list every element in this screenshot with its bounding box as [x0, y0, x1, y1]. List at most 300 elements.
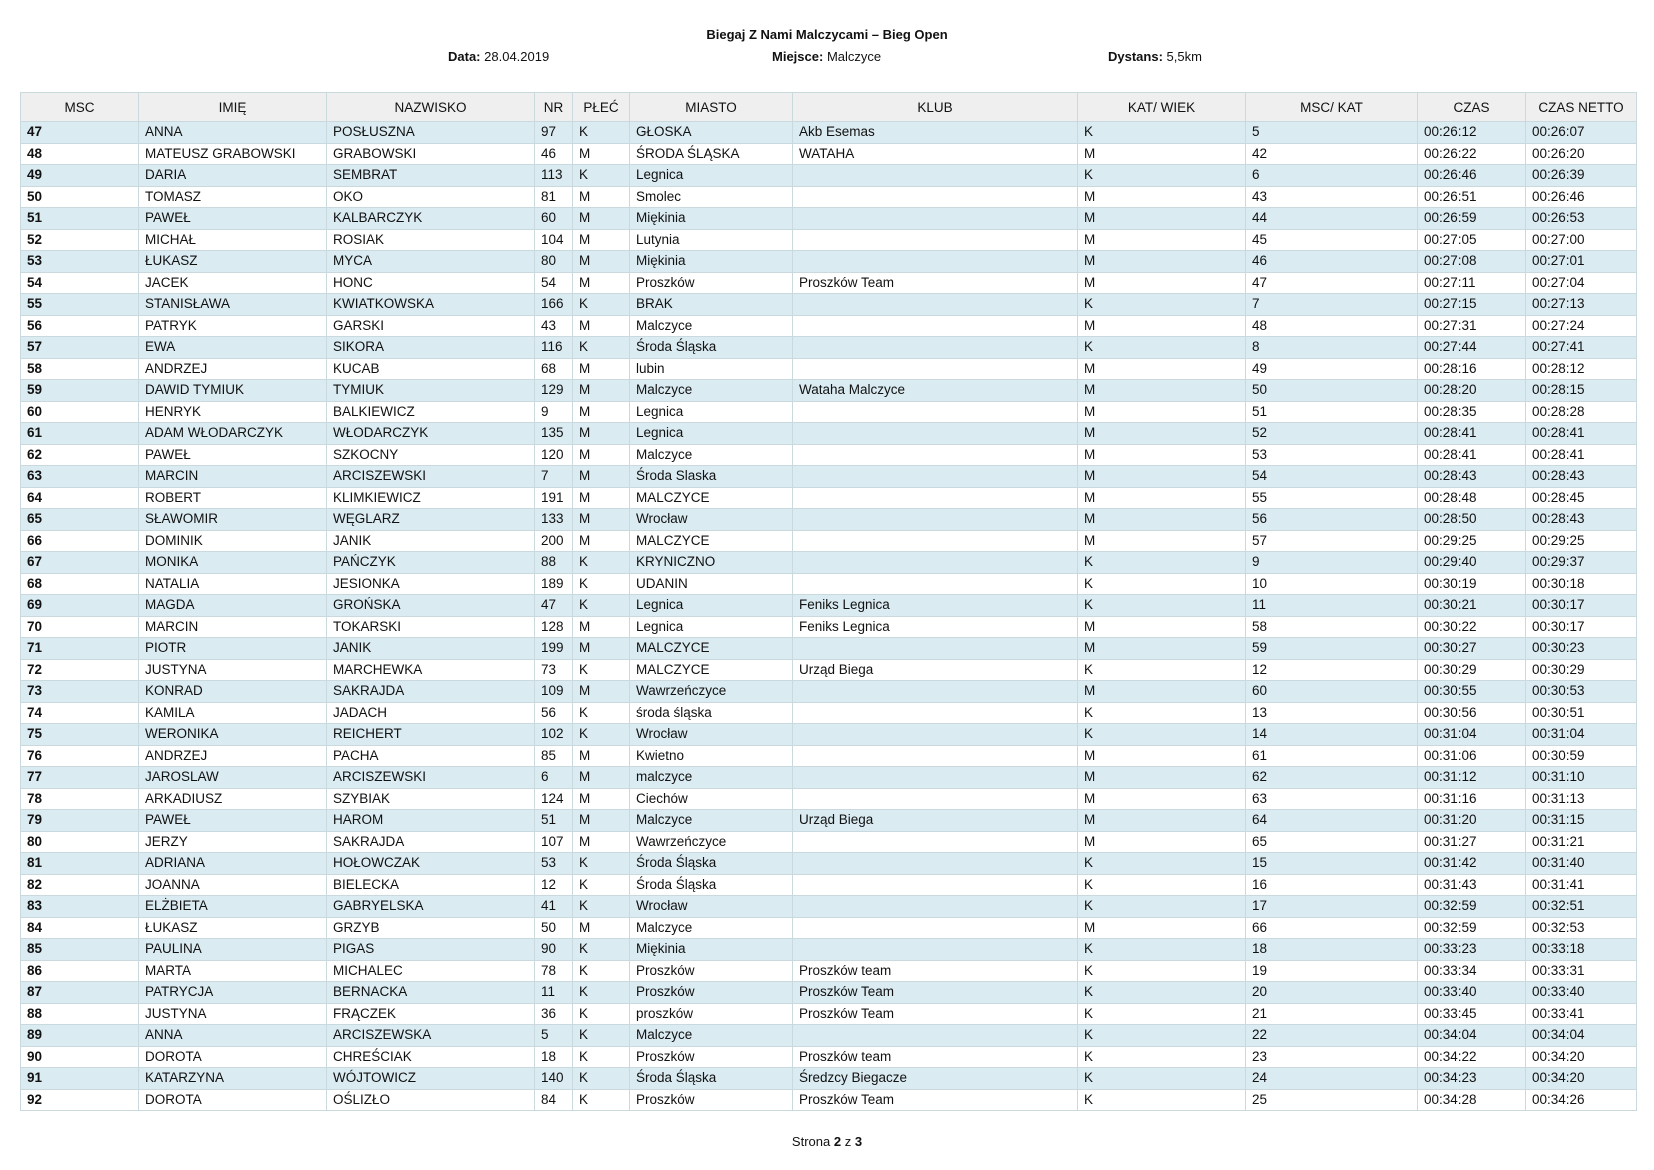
- last-name-cell: JESIONKA: [327, 573, 535, 595]
- place-cell: 88: [21, 1003, 139, 1025]
- bib-number-cell: 120: [535, 444, 573, 466]
- net-time-cell: 00:26:07: [1526, 122, 1637, 144]
- city-cell: Malczyce: [630, 380, 793, 402]
- city-cell: MALCZYCE: [630, 530, 793, 552]
- club-cell: [793, 1025, 1078, 1047]
- table-row: [21, 595, 1637, 617]
- gender-cell: K: [573, 122, 630, 144]
- first-name-cell: EWA: [139, 337, 327, 359]
- city-cell: Proszków: [630, 960, 793, 982]
- time-cell: 00:31:04: [1418, 724, 1526, 746]
- club-cell: Proszków Team: [793, 1089, 1078, 1111]
- column-header: MIASTO: [630, 93, 793, 122]
- category-place-cell: 24: [1246, 1068, 1418, 1090]
- place-cell: 63: [21, 466, 139, 488]
- city-cell: Wrocław: [630, 509, 793, 531]
- place-cell: 51: [21, 208, 139, 230]
- bib-number-cell: 47: [535, 595, 573, 617]
- time-cell: 00:30:19: [1418, 573, 1526, 595]
- last-name-cell: SIKORA: [327, 337, 535, 359]
- net-time-cell: 00:26:53: [1526, 208, 1637, 230]
- bib-number-cell: 97: [535, 122, 573, 144]
- first-name-cell: ADAM WŁODARCZYK: [139, 423, 327, 445]
- time-cell: 00:28:20: [1418, 380, 1526, 402]
- place-cell: 48: [21, 143, 139, 165]
- place-cell: 70: [21, 616, 139, 638]
- net-time-cell: 00:33:18: [1526, 939, 1637, 961]
- net-time-cell: 00:33:31: [1526, 960, 1637, 982]
- net-time-cell: 00:31:21: [1526, 831, 1637, 853]
- net-time-cell: 00:31:13: [1526, 788, 1637, 810]
- net-time-cell: 00:27:00: [1526, 229, 1637, 251]
- net-time-cell: 00:30:59: [1526, 745, 1637, 767]
- bib-number-cell: 78: [535, 960, 573, 982]
- first-name-cell: PATRYK: [139, 315, 327, 337]
- gender-cell: K: [573, 702, 630, 724]
- first-name-cell: ROBERT: [139, 487, 327, 509]
- date-value: 28.04.2019: [484, 49, 550, 64]
- category-cell: K: [1078, 337, 1246, 359]
- gender-cell: K: [573, 939, 630, 961]
- bib-number-cell: 85: [535, 745, 573, 767]
- race-distance: [1108, 49, 1202, 64]
- city-cell: Miękinia: [630, 208, 793, 230]
- bib-number-cell: 81: [535, 186, 573, 208]
- time-cell: 00:34:22: [1418, 1046, 1526, 1068]
- net-time-cell: 00:28:41: [1526, 444, 1637, 466]
- first-name-cell: DARIA: [139, 165, 327, 187]
- bib-number-cell: 53: [535, 853, 573, 875]
- gender-cell: M: [573, 788, 630, 810]
- category-place-cell: 8: [1246, 337, 1418, 359]
- net-time-cell: 00:30:23: [1526, 638, 1637, 660]
- first-name-cell: KAMILA: [139, 702, 327, 724]
- net-time-cell: 00:31:41: [1526, 874, 1637, 896]
- last-name-cell: CHREŚCIAK: [327, 1046, 535, 1068]
- time-cell: 00:28:41: [1418, 444, 1526, 466]
- gender-cell: M: [573, 208, 630, 230]
- category-place-cell: 23: [1246, 1046, 1418, 1068]
- category-place-cell: 25: [1246, 1089, 1418, 1111]
- club-cell: [793, 573, 1078, 595]
- time-cell: 00:34:23: [1418, 1068, 1526, 1090]
- city-cell: Miękinia: [630, 939, 793, 961]
- last-name-cell: REICHERT: [327, 724, 535, 746]
- category-place-cell: 47: [1246, 272, 1418, 294]
- net-time-cell: 00:33:40: [1526, 982, 1637, 1004]
- bib-number-cell: 12: [535, 874, 573, 896]
- first-name-cell: ANNA: [139, 122, 327, 144]
- bib-number-cell: 51: [535, 810, 573, 832]
- last-name-cell: ARCISZEWSKA: [327, 1025, 535, 1047]
- category-place-cell: 16: [1246, 874, 1418, 896]
- category-cell: K: [1078, 1003, 1246, 1025]
- table-row: [21, 315, 1637, 337]
- gender-cell: K: [573, 1046, 630, 1068]
- table-row: [21, 530, 1637, 552]
- category-cell: K: [1078, 1089, 1246, 1111]
- club-cell: [793, 466, 1078, 488]
- first-name-cell: DOROTA: [139, 1089, 327, 1111]
- club-cell: Urząd Biega: [793, 810, 1078, 832]
- club-cell: [793, 831, 1078, 853]
- bib-number-cell: 60: [535, 208, 573, 230]
- first-name-cell: JERZY: [139, 831, 327, 853]
- city-cell: MALCZYCE: [630, 487, 793, 509]
- first-name-cell: JUSTYNA: [139, 659, 327, 681]
- city-cell: Proszków: [630, 272, 793, 294]
- first-name-cell: MICHAŁ: [139, 229, 327, 251]
- table-row: [21, 874, 1637, 896]
- table-row: [21, 1089, 1637, 1111]
- club-cell: [793, 229, 1078, 251]
- net-time-cell: 00:30:17: [1526, 616, 1637, 638]
- time-cell: 00:31:43: [1418, 874, 1526, 896]
- place-cell: 74: [21, 702, 139, 724]
- club-cell: Proszków Team: [793, 1003, 1078, 1025]
- gender-cell: M: [573, 530, 630, 552]
- first-name-cell: JUSTYNA: [139, 1003, 327, 1025]
- net-time-cell: 00:27:41: [1526, 337, 1637, 359]
- category-place-cell: 58: [1246, 616, 1418, 638]
- bib-number-cell: 135: [535, 423, 573, 445]
- last-name-cell: WÓJTOWICZ: [327, 1068, 535, 1090]
- gender-cell: M: [573, 380, 630, 402]
- category-cell: M: [1078, 745, 1246, 767]
- city-cell: Środa Śląska: [630, 337, 793, 359]
- gender-cell: K: [573, 552, 630, 574]
- last-name-cell: SAKRAJDA: [327, 831, 535, 853]
- table-row: [21, 573, 1637, 595]
- city-cell: Miękinia: [630, 251, 793, 273]
- place-cell: 52: [21, 229, 139, 251]
- bib-number-cell: 200: [535, 530, 573, 552]
- category-place-cell: 51: [1246, 401, 1418, 423]
- category-place-cell: 57: [1246, 530, 1418, 552]
- city-cell: Legnica: [630, 616, 793, 638]
- table-row: [21, 165, 1637, 187]
- table-row: [21, 917, 1637, 939]
- club-cell: Feniks Legnica: [793, 616, 1078, 638]
- table-row: [21, 831, 1637, 853]
- net-time-cell: 00:31:10: [1526, 767, 1637, 789]
- category-cell: M: [1078, 681, 1246, 703]
- category-cell: M: [1078, 788, 1246, 810]
- net-time-cell: 00:32:51: [1526, 896, 1637, 918]
- time-cell: 00:28:50: [1418, 509, 1526, 531]
- category-cell: M: [1078, 917, 1246, 939]
- document-title: Biegaj Z Nami Malczycami – Bieg Open: [706, 27, 948, 42]
- table-row: [21, 358, 1637, 380]
- place-cell: 65: [21, 509, 139, 531]
- city-cell: Ciechów: [630, 788, 793, 810]
- last-name-cell: TOKARSKI: [327, 616, 535, 638]
- place-cell: 69: [21, 595, 139, 617]
- category-place-cell: 64: [1246, 810, 1418, 832]
- category-cell: M: [1078, 208, 1246, 230]
- bib-number-cell: 88: [535, 552, 573, 574]
- bib-number-cell: 84: [535, 1089, 573, 1111]
- category-cell: M: [1078, 143, 1246, 165]
- last-name-cell: KUCAB: [327, 358, 535, 380]
- table-row: [21, 1003, 1637, 1025]
- club-cell: [793, 917, 1078, 939]
- net-time-cell: 00:27:13: [1526, 294, 1637, 316]
- table-row: [21, 896, 1637, 918]
- table-row: [21, 939, 1637, 961]
- net-time-cell: 00:26:20: [1526, 143, 1637, 165]
- current-page: 2: [833, 1134, 842, 1149]
- table-row: [21, 681, 1637, 703]
- last-name-cell: POSŁUSZNA: [327, 122, 535, 144]
- last-name-cell: WĘGLARZ: [327, 509, 535, 531]
- last-name-cell: BALKIEWICZ: [327, 401, 535, 423]
- bib-number-cell: 90: [535, 939, 573, 961]
- club-cell: Średzcy Biegacze: [793, 1068, 1078, 1090]
- category-cell: M: [1078, 186, 1246, 208]
- gender-cell: M: [573, 143, 630, 165]
- category-cell: K: [1078, 1025, 1246, 1047]
- time-cell: 00:31:16: [1418, 788, 1526, 810]
- category-cell: M: [1078, 315, 1246, 337]
- bib-number-cell: 129: [535, 380, 573, 402]
- first-name-cell: HENRYK: [139, 401, 327, 423]
- place-cell: 59: [21, 380, 139, 402]
- city-cell: BRAK: [630, 294, 793, 316]
- category-place-cell: 18: [1246, 939, 1418, 961]
- category-cell: K: [1078, 960, 1246, 982]
- place-cell: 58: [21, 358, 139, 380]
- place-cell: 67: [21, 552, 139, 574]
- column-header: NR: [535, 93, 573, 122]
- first-name-cell: ŁUKASZ: [139, 917, 327, 939]
- place-cell: 89: [21, 1025, 139, 1047]
- bib-number-cell: 50: [535, 917, 573, 939]
- time-cell: 00:28:41: [1418, 423, 1526, 445]
- last-name-cell: PAŃCZYK: [327, 552, 535, 574]
- time-cell: 00:29:40: [1418, 552, 1526, 574]
- category-place-cell: 43: [1246, 186, 1418, 208]
- category-cell: K: [1078, 573, 1246, 595]
- club-cell: Proszków team: [793, 1046, 1078, 1068]
- city-cell: Malczyce: [630, 810, 793, 832]
- first-name-cell: DOMINIK: [139, 530, 327, 552]
- first-name-cell: JACEK: [139, 272, 327, 294]
- last-name-cell: OŚLIZŁO: [327, 1089, 535, 1111]
- first-name-cell: MARTA: [139, 960, 327, 982]
- city-cell: Wrocław: [630, 724, 793, 746]
- place-cell: 71: [21, 638, 139, 660]
- bib-number-cell: 18: [535, 1046, 573, 1068]
- bib-number-cell: 109: [535, 681, 573, 703]
- time-cell: 00:30:27: [1418, 638, 1526, 660]
- net-time-cell: 00:28:12: [1526, 358, 1637, 380]
- gender-cell: M: [573, 251, 630, 273]
- of-word: z: [844, 1134, 852, 1149]
- net-time-cell: 00:30:18: [1526, 573, 1637, 595]
- last-name-cell: HONC: [327, 272, 535, 294]
- first-name-cell: ANDRZEJ: [139, 358, 327, 380]
- category-place-cell: 14: [1246, 724, 1418, 746]
- category-place-cell: 17: [1246, 896, 1418, 918]
- first-name-cell: PAWEŁ: [139, 444, 327, 466]
- place-cell: 84: [21, 917, 139, 939]
- place-label: Miejsce:: [772, 49, 824, 64]
- net-time-cell: 00:28:45: [1526, 487, 1637, 509]
- column-header: KAT/ WIEK: [1078, 93, 1246, 122]
- first-name-cell: TOMASZ: [139, 186, 327, 208]
- category-place-cell: 6: [1246, 165, 1418, 187]
- place-cell: 64: [21, 487, 139, 509]
- bib-number-cell: 36: [535, 1003, 573, 1025]
- column-header: CZAS: [1418, 93, 1526, 122]
- gender-cell: K: [573, 1089, 630, 1111]
- last-name-cell: MARCHEWKA: [327, 659, 535, 681]
- time-cell: 00:27:05: [1418, 229, 1526, 251]
- first-name-cell: PAULINA: [139, 939, 327, 961]
- bib-number-cell: 80: [535, 251, 573, 273]
- category-cell: M: [1078, 487, 1246, 509]
- table-row: [21, 122, 1637, 144]
- club-cell: Akb Esemas: [793, 122, 1078, 144]
- time-cell: 00:28:43: [1418, 466, 1526, 488]
- city-cell: środa śląska: [630, 702, 793, 724]
- bib-number-cell: 6: [535, 767, 573, 789]
- bib-number-cell: 9: [535, 401, 573, 423]
- city-cell: Wawrzeńczyce: [630, 831, 793, 853]
- city-cell: Kwietno: [630, 745, 793, 767]
- last-name-cell: GRZYB: [327, 917, 535, 939]
- club-cell: [793, 186, 1078, 208]
- category-cell: M: [1078, 509, 1246, 531]
- first-name-cell: MARCIN: [139, 466, 327, 488]
- time-cell: 00:30:56: [1418, 702, 1526, 724]
- bib-number-cell: 46: [535, 143, 573, 165]
- net-time-cell: 00:34:20: [1526, 1046, 1637, 1068]
- time-cell: 00:34:28: [1418, 1089, 1526, 1111]
- column-header: KLUB: [793, 93, 1078, 122]
- category-place-cell: 7: [1246, 294, 1418, 316]
- club-cell: [793, 767, 1078, 789]
- last-name-cell: WŁODARCZYK: [327, 423, 535, 445]
- table-row: [21, 294, 1637, 316]
- club-cell: WATAHA: [793, 143, 1078, 165]
- category-cell: M: [1078, 444, 1246, 466]
- distance-label: Dystans:: [1108, 49, 1163, 64]
- place-cell: 73: [21, 681, 139, 703]
- place-cell: 86: [21, 960, 139, 982]
- bib-number-cell: 113: [535, 165, 573, 187]
- category-place-cell: 21: [1246, 1003, 1418, 1025]
- table-header-row: [21, 93, 1637, 122]
- city-cell: KRYNICZNO: [630, 552, 793, 574]
- first-name-cell: PAWEŁ: [139, 810, 327, 832]
- category-place-cell: 53: [1246, 444, 1418, 466]
- place-cell: 56: [21, 315, 139, 337]
- category-cell: K: [1078, 724, 1246, 746]
- category-cell: K: [1078, 122, 1246, 144]
- city-cell: Legnica: [630, 595, 793, 617]
- gender-cell: M: [573, 745, 630, 767]
- club-cell: [793, 251, 1078, 273]
- table-row: [21, 702, 1637, 724]
- category-place-cell: 60: [1246, 681, 1418, 703]
- city-cell: Wrocław: [630, 896, 793, 918]
- club-cell: [793, 896, 1078, 918]
- net-time-cell: 00:27:24: [1526, 315, 1637, 337]
- place-cell: 50: [21, 186, 139, 208]
- net-time-cell: 00:28:41: [1526, 423, 1637, 445]
- category-cell: K: [1078, 939, 1246, 961]
- net-time-cell: 00:30:29: [1526, 659, 1637, 681]
- place-cell: 60: [21, 401, 139, 423]
- club-cell: Proszków Team: [793, 982, 1078, 1004]
- first-name-cell: MATEUSZ GRABOWSKI: [139, 143, 327, 165]
- gender-cell: M: [573, 767, 630, 789]
- last-name-cell: MYCA: [327, 251, 535, 273]
- place-cell: 55: [21, 294, 139, 316]
- category-place-cell: 5: [1246, 122, 1418, 144]
- place-cell: 77: [21, 767, 139, 789]
- category-cell: M: [1078, 466, 1246, 488]
- table-row: [21, 810, 1637, 832]
- bib-number-cell: 56: [535, 702, 573, 724]
- club-cell: [793, 552, 1078, 574]
- first-name-cell: MONIKA: [139, 552, 327, 574]
- category-cell: M: [1078, 616, 1246, 638]
- last-name-cell: MICHALEC: [327, 960, 535, 982]
- city-cell: Malczyce: [630, 315, 793, 337]
- table-row: [21, 487, 1637, 509]
- first-name-cell: PIOTR: [139, 638, 327, 660]
- bib-number-cell: 5: [535, 1025, 573, 1047]
- category-cell: K: [1078, 1068, 1246, 1090]
- table-row: [21, 982, 1637, 1004]
- club-cell: [793, 315, 1078, 337]
- first-name-cell: ŁUKASZ: [139, 251, 327, 273]
- time-cell: 00:30:21: [1418, 595, 1526, 617]
- gender-cell: K: [573, 896, 630, 918]
- last-name-cell: PIGAS: [327, 939, 535, 961]
- column-header: MSC: [21, 93, 139, 122]
- category-cell: M: [1078, 251, 1246, 273]
- gender-cell: M: [573, 831, 630, 853]
- page-word: Strona: [791, 1134, 831, 1149]
- place-cell: 68: [21, 573, 139, 595]
- category-cell: M: [1078, 423, 1246, 445]
- category-place-cell: 44: [1246, 208, 1418, 230]
- category-place-cell: 10: [1246, 573, 1418, 595]
- net-time-cell: 00:29:37: [1526, 552, 1637, 574]
- last-name-cell: ROSIAK: [327, 229, 535, 251]
- city-cell: lubin: [630, 358, 793, 380]
- place-cell: 47: [21, 122, 139, 144]
- category-place-cell: 22: [1246, 1025, 1418, 1047]
- city-cell: MALCZYCE: [630, 638, 793, 660]
- category-place-cell: 46: [1246, 251, 1418, 273]
- category-place-cell: 15: [1246, 853, 1418, 875]
- gender-cell: M: [573, 810, 630, 832]
- net-time-cell: 00:31:40: [1526, 853, 1637, 875]
- category-place-cell: 63: [1246, 788, 1418, 810]
- city-cell: ŚRODA ŚLĄSKA: [630, 143, 793, 165]
- category-cell: K: [1078, 702, 1246, 724]
- last-name-cell: GROŃSKA: [327, 595, 535, 617]
- table-row: [21, 143, 1637, 165]
- category-place-cell: 9: [1246, 552, 1418, 574]
- category-place-cell: 61: [1246, 745, 1418, 767]
- category-place-cell: 65: [1246, 831, 1418, 853]
